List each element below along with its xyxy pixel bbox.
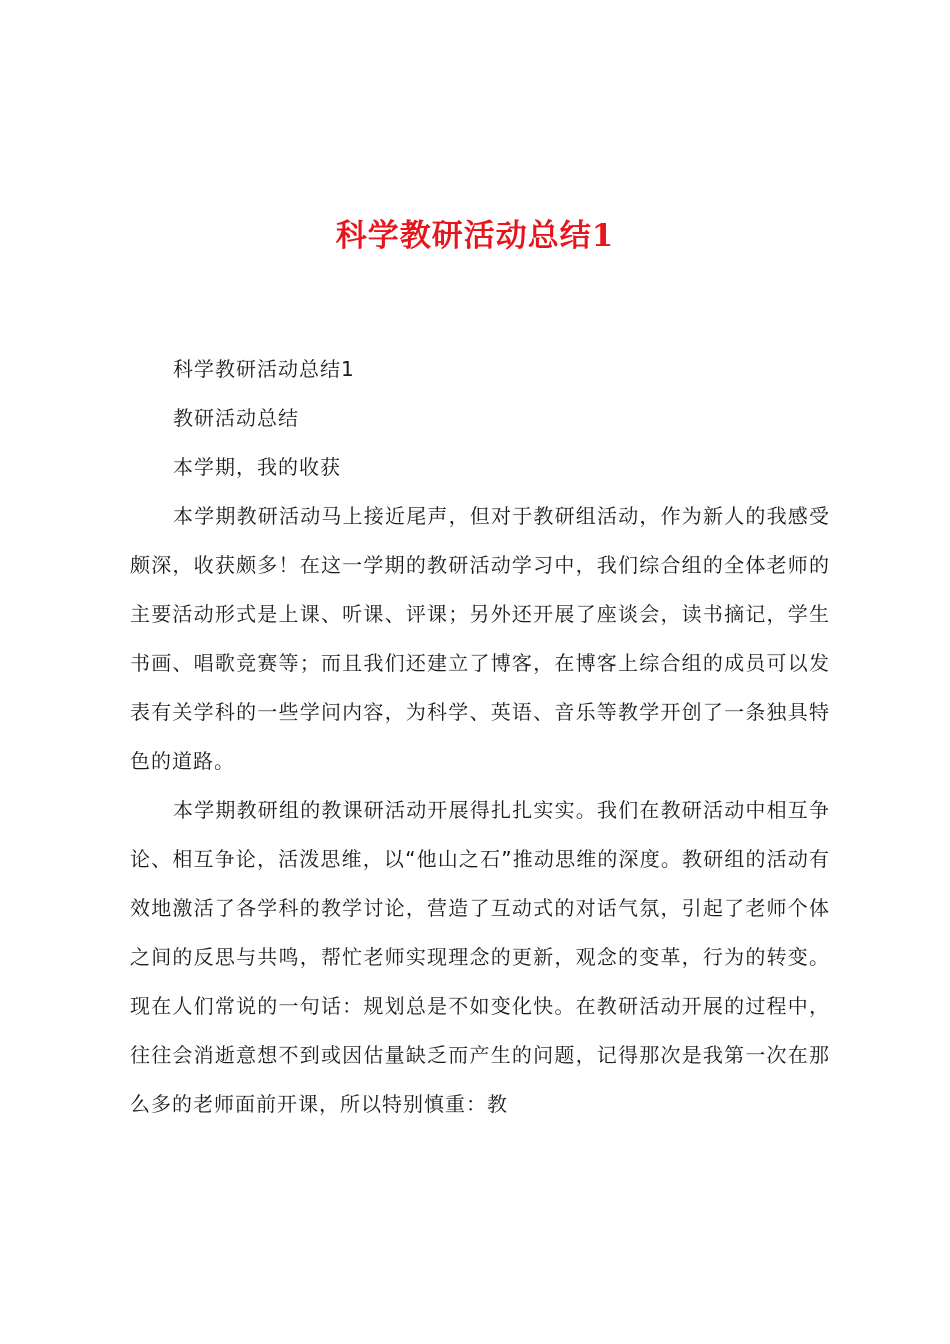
subtitle-line: 科学教研活动总结1 [173,357,355,381]
section-subheading: 本学期，我的收获 [173,455,341,479]
paragraph: 本学期教研组的教课研活动开展得扎扎实实。我们在教研活动中相互争论、相互争论，活泼思维，以“他山之石”推动思维的深度。教研组的活动有效地激活了各学科的教学讨论，营造了互动式的对话气氛，引起了老师个体之间的反思与共鸣，帮忙老师实现理念的更新，观念的变革，行为的转变。现在人们常说的一句话：规划总是不如变化快。在教研活动开展的过程中，往往会消逝意想不到或因估量缺乏而产生的问题，记得那次是我第一次在那么多的老师面前开课，所以特别慎重：教 [130,798,830,1116]
document-body [130,345,830,1129]
document-title: 科学教研活动总结1 [335,218,615,254]
paragraph: 本学期教研活动马上接近尾声，但对于教研组活动，作为新人的我感受颇深，收获颇多！在这一学期的教研活动学习中，我们综合组的全体老师的主要活动形式是上课、听课、评课；另外还开展了座谈会，读书摘记，学生书画、唱歌竞赛等；而且我们还建立了博客，在博客上综合组的成员可以发表有关学科的一些学问内容，为科学、英语、音乐等教学开创了一条独具特色的道路。 [130,504,830,773]
section-heading: 教研活动总结 [173,406,299,430]
